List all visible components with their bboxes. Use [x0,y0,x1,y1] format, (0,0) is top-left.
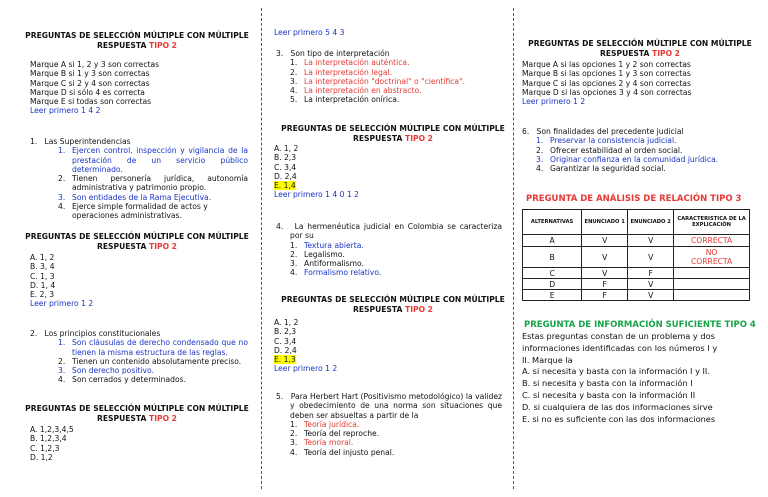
answer-option: E. 2, 3 [30,290,55,300]
question-5: 5. Para Herbert Hart (Positivismo metodológico) la validez y obedecimiento de una norma son situaciones que deben ser absueltas a partir de la [276,392,502,420]
option-4: 4. Formalismo relativo. [290,268,382,278]
option-4: 4. La interpretación en abstracto. [290,86,422,96]
answer-option: B. 1,2,3,4 [30,434,67,444]
info-option: A. si necesita y basta con la información I y II. [522,366,710,377]
header-cell: ALTERNATIVAS [523,210,582,235]
answer-option: D. 1,2 [30,452,53,462]
table-cell: V [582,247,628,268]
instruction-line: Marque D si sólo 4 es correcta [30,87,145,97]
question-1: 1. Las Superintendencias [30,137,131,146]
info-option: E. si no es suficiente con las dos informaciones [522,413,716,424]
option-1: 1. Ejercen control, inspección y vigilancia de la prestación de un servicio público determinado. [58,146,248,174]
answer-option: B. 2,3 [274,327,297,337]
option-4: 4. Garantizar la seguridad social. [536,164,666,174]
header-cell: ENUNCIADO 1 [582,210,628,235]
option-2: 2. Tienen un contenido absolutamente preciso. [58,356,242,366]
option-2: 2. Teoría del reproche. [290,429,380,439]
answer-option: C. 3,4 [274,336,297,346]
option-5: 5. La interpretación onírica. [290,95,400,105]
table-cell: F [582,290,628,301]
instruction-line: Marque B si 1 y 3 son correctas [30,69,150,79]
answer-option: C. 1,2,3 [30,443,60,453]
option-4: 4. Ejerce simple formalidad de actos y operaciones administrativas. [58,202,208,221]
answer-option: A. 1, 2 [274,144,299,153]
section-heading: PREGUNTAS DE SELECCIÓN MÚLTIPLE CON MÚLTIPLE RESPUESTA TIPO 2 [528,39,752,58]
section-heading: PREGUNTAS DE SELECCIÓN MÚLTIPLE CON MÚLTIPLE RESPUESTA TIPO 2 [281,295,505,314]
instruction-line: Marque D si las opciones 3 y 4 son correctas [522,87,692,97]
table-header [523,210,750,235]
table-cell: F [582,279,628,290]
header-cell: ENUNCIADO 2 [628,210,674,235]
answer-option-highlighted: E. 1,3 [274,355,296,365]
answer-option: A. 1, 2 [274,318,299,327]
option-1: 1. Textura abierta. [290,240,364,250]
table-cell: E [523,290,582,301]
table-cell [674,279,750,290]
option-2: 2. Ofrecer estabilidad al orden social. [536,145,683,155]
table-row [523,268,750,279]
instruction-line: Marque A si las opciones 1 y 2 son correctas [522,60,691,69]
info-text: Estas preguntas constan de un problema y dos [522,331,715,341]
column-2 [266,0,512,497]
answer-option-highlighted: E. 1,4 [274,181,296,191]
table-row [523,235,750,247]
option-1: 1. Preservar la consistencia judicial. [536,136,677,146]
leer-primero: Leer primero 1 4 2 [30,106,101,116]
table-cell: V [628,247,674,268]
section-heading: PREGUNTAS DE SELECCIÓN MÚLTIPLE CON MÚLTIPLE RESPUESTA TIPO 2 [281,124,505,143]
instruction-line: Marque A si 1, 2 y 3 son correctas [30,60,160,69]
table-row [523,290,750,301]
question-3: 3. Son tipo de interpretación [276,49,390,58]
section-heading: PREGUNTAS DE SELECCIÓN MÚLTIPLE CON MÚLTIPLE RESPUESTA TIPO 2 [25,404,249,423]
table-cell: V [582,268,628,279]
table-cell: B [523,247,582,268]
column-3 [516,0,768,497]
column-separator [513,8,514,489]
answer-option: B. 3, 4 [30,262,55,272]
leer-primero: Leer primero 1 2 [274,364,338,374]
option-3: 3. Son derecho positivo. [58,366,154,376]
relation-title: PREGUNTA DE ANÁLISIS DE RELACIÓN TIPO 3 [526,194,742,204]
table-cell [674,268,750,279]
option-4: 4. Son cerrados y determinados. [58,375,186,385]
answer-option: A. 1,2,3,4,5 [30,425,74,434]
option-3: 3. Teoría moral. [290,438,354,448]
answer-option: D. 2,4 [274,171,297,181]
info-text: informaciones identificadas con los números I y [522,342,718,353]
question-4: 4. La hermenéutica judicial en Colombia se caracteriza por su [276,222,502,241]
answer-option: D. 1, 4 [30,280,56,290]
question-6: 6. Son finalidades del precedente judicial [522,127,684,136]
table-cell: C [523,268,582,279]
table-cell [674,290,750,301]
option-3: 3. Son entidades de la Rama Ejecutiva. [58,192,212,202]
question-2: 2. Los principios constitucionales [30,329,161,338]
table-cell: V [582,235,628,247]
leer-primero: Leer primero 1 4 0 1 2 [274,190,359,200]
info-option: D. si cualquiera de las dos informaciones sirve [522,401,713,412]
table-cell: CORRECTA [674,235,750,247]
section-heading: PREGUNTAS DE SELECCIÓN MÚLTIPLE CON MÚLTIPLE RESPUESTA TIPO 2 [25,31,249,50]
table-cell: V [628,279,674,290]
option-2: 2. La interpretación legal. [290,67,393,77]
leer-primero: Leer primero 1 2 [522,97,586,107]
option-2: 2. Tienen personería jurídica, autonomía administrativa y patrimonio propio. [58,174,248,193]
table-cell: F [628,268,674,279]
table-row [523,279,750,290]
option-2: 2. Legalismo. [290,249,345,259]
instruction-line: Marque E si todas son correctas [30,97,152,107]
option-4: 4. Teoría del injusto penal. [290,447,395,457]
header-cell: CARACTERISTICA DE LA EXPLICACIÓN [674,210,750,235]
instruction-line: Marque C si las opciones 2 y 4 son correctas [522,78,691,88]
option-1: 1. La interpretación auténtica. [290,58,410,68]
leer-primero: Leer primero 1 2 [30,299,94,309]
answer-option: C. 3,4 [274,162,297,172]
option-1: 1. Teoría jurídica. [290,419,360,429]
table-cell: NO CORRECTA [674,247,750,268]
info-option: B. si necesita y basta con la información I [522,378,693,389]
instruction-line: Marque B si las opciones 1 y 3 son correctas [522,69,691,79]
answer-option: C. 1, 3 [30,271,55,281]
option-3: 3. Originar confianza en la comunidad jurídica. [536,154,719,164]
info-option: C. si necesita y basta con la información II [522,389,696,400]
instruction-line: Marque C si 2 y 4 son correctas [30,78,150,88]
option-1: 1. Son cláusulas de derecho condensado que no tienen la misma estructura de las reglas. [58,338,248,357]
info-title: PREGUNTA DE INFORMACIÓN SUFICIENTE TIPO 4 [524,320,756,330]
answer-option: A. 1, 2 [30,253,55,262]
table-row [523,247,750,268]
option-3: 3. Antiformalismo. [290,259,364,269]
table-cell: V [628,235,674,247]
section-heading: PREGUNTAS DE SELECCIÓN MÚLTIPLE CON MÚLTIPLE RESPUESTA TIPO 2 [25,232,249,251]
column-separator [261,8,262,489]
table-cell: V [628,290,674,301]
column-1 [0,0,258,497]
table-cell: D [523,279,582,290]
info-text: II. Marque la [522,354,573,365]
relation-table [522,209,750,301]
answer-option: D. 2,4 [274,345,297,355]
option-3: 3. La interpretación "doctrinal" o "científica". [290,76,465,86]
answer-option: B. 2,3 [274,153,297,163]
table-cell: A [523,235,582,247]
leer-primero: Leer primero 5 4 3 [274,28,345,37]
